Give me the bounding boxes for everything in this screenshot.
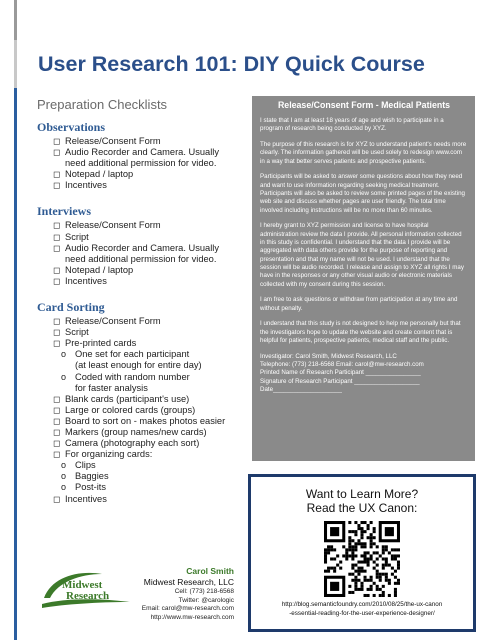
- checkbox-icon: ◻: [53, 231, 61, 242]
- checkbox-icon: ◻: [53, 316, 61, 327]
- read-canon-heading: Read the UX Canon:: [306, 501, 418, 515]
- card-sorting-list: [37, 316, 242, 505]
- sub-list-item: o One set for each participant: [61, 349, 190, 360]
- signature-line: Signature of Research Participant ___________________: [260, 377, 420, 385]
- list-item: ◻ Markers (group names/new cards): [53, 426, 207, 437]
- checkbox-icon: ◻: [53, 327, 61, 338]
- investigator-block: [260, 353, 468, 394]
- checkbox-icon: ◻: [53, 426, 61, 437]
- interviews-heading: Interviews: [37, 204, 91, 219]
- consent-paragraph: I state that I am at least 18 years of age and wish to participate in a program of research being conducted by XYZ.: [260, 117, 444, 133]
- sub-list-item-continued: for faster analysis: [75, 382, 148, 393]
- logo-word-1: Midwest: [62, 579, 103, 591]
- list-item: ◻ Incentives: [53, 493, 107, 504]
- sub-list-item: o Post-its: [61, 482, 106, 493]
- observations-heading: Observations: [37, 120, 106, 134]
- consent-form-title: Release/Consent Form - Medical Patients: [277, 100, 451, 110]
- contact-web[interactable]: http://www.mw-research.com: [150, 613, 234, 621]
- consent-paragraph: I am free to ask questions or withdraw from participation at any time and without penalty.: [260, 296, 458, 312]
- list-item: ◻ Script: [53, 327, 89, 338]
- list-item-continued: need additional permission for video.: [65, 158, 217, 169]
- consent-form-panel: [252, 96, 475, 461]
- organizing-sublist: [37, 460, 242, 493]
- bullet-icon: o: [61, 371, 67, 382]
- bullet-icon: o: [61, 460, 67, 471]
- contact-org: Midwest Research, LLC: [143, 577, 234, 587]
- contact-block: [128, 566, 234, 622]
- bullet-icon: o: [61, 471, 67, 482]
- left-accent-bar: [14, 88, 17, 640]
- list-item: ◻ Incentives: [53, 180, 107, 191]
- preparation-checklists-heading: Preparation Checklists: [37, 97, 168, 112]
- list-item: ◻ Camera (photography each sort): [53, 438, 200, 449]
- canon-url-line-1: http://blog.semanticfoundry.com/2010/08/25/the-ux-canon: [281, 601, 443, 608]
- contact-cell: Cell: (773) 218-6568: [174, 588, 234, 595]
- ux-canon-box: [248, 474, 476, 632]
- sub-list-item: o Clips: [61, 460, 96, 471]
- checklists-column: [37, 97, 242, 518]
- canon-url-line-2: -essential-reading-for-the-user-experience-designer/: [289, 609, 435, 617]
- list-item: ◻ Script: [53, 231, 89, 242]
- contact-name: Carol Smith: [186, 566, 234, 576]
- bullet-icon: o: [61, 482, 67, 493]
- list-item: ◻ Audio Recorder and Camera. Usually: [53, 147, 219, 158]
- date-line: Date____________________: [260, 386, 342, 394]
- printed-name-line: Printed Name of Research Participant ________________: [260, 369, 421, 377]
- list-item: ◻ Incentives: [53, 275, 107, 286]
- list-item: ◻ Notepad / laptop: [53, 169, 134, 180]
- list-item: ◻ Release/Consent Form: [53, 316, 161, 327]
- checkbox-icon: ◻: [53, 404, 61, 415]
- checkbox-icon: ◻: [53, 264, 61, 275]
- bullet-icon: o: [61, 349, 67, 360]
- investigator-line: Investigator: Carol Smith, Midwest Research, LLC: [260, 352, 397, 360]
- learn-more-heading: Want to Learn More?: [305, 487, 419, 501]
- consent-paragraph: The purpose of this research is for XYZ to understand patient's needs more clearly. The information gathered will be used solely to redesign www.com in a way that better serves patients and prospective patients.: [260, 141, 467, 165]
- checkbox-icon: ◻: [53, 338, 61, 349]
- checkbox-icon: ◻: [53, 169, 61, 180]
- list-item: ◻ Large or colored cards (groups): [53, 404, 196, 415]
- checkbox-icon: ◻: [53, 449, 61, 460]
- checkbox-icon: ◻: [53, 220, 61, 231]
- sub-list-item-continued: (at least enough for entire day): [75, 360, 202, 371]
- contact-twitter[interactable]: Twitter: @carologic: [178, 596, 234, 604]
- left-margin-rule-top: [14, 0, 17, 40]
- consent-paragraph: Participants will be asked to answer some questions about how they need and want to use information regarding seeking medical treatment. Participants will also be asked to review some printed pages of the existing web site and discuss whether pages are user friendly. The total time involved including instructions will be no more than 60 minutes.: [260, 173, 465, 214]
- checkbox-icon: ◻: [53, 438, 61, 449]
- logo-word-2: Research: [66, 590, 110, 602]
- list-item: ◻ Audio Recorder and Camera. Usually: [53, 242, 219, 253]
- observations-list: [37, 136, 242, 191]
- consent-paragraph: I hereby grant to XYZ permission and license to have hospital administration review the data I provide. All personal information collected in this study is confidential. I understand that the data I provide will be aggregated with data others provide for the purpose of reporting and presentation and that my name will not be used. I understand that the session will be audio recorded. I release and assign to XYZ all rights I may have in the responses or any other visual audio or electronic materials collected with my consent during this session.: [260, 222, 464, 288]
- checkbox-icon: ◻: [53, 180, 61, 191]
- organizing-sublist-wrap: [37, 460, 242, 493]
- list-item: ◻ For organizing cards:: [53, 449, 153, 460]
- sub-list-item: o Coded with random number: [61, 371, 190, 382]
- contact-email[interactable]: Email: carol@mw-research.com: [141, 605, 234, 613]
- qr-code-icon[interactable]: [324, 521, 400, 597]
- list-item: ◻ Release/Consent Form: [53, 220, 161, 231]
- midwest-research-logo: [40, 568, 132, 610]
- checkbox-icon: ◻: [53, 147, 61, 158]
- list-item: ◻ Blank cards (participant's use): [53, 393, 190, 404]
- telephone-line: Telephone: (773) 218-6568 Email: carol@mw-research.com: [260, 361, 424, 369]
- consent-paragraph: I understand that this study is not designed to help me personally but that the investigators hope to update the website and create content that is helpful for patients, prospective patients, medical staff and the public.: [260, 320, 461, 345]
- list-item: ◻ Board to sort on - makes photos easier: [53, 415, 226, 426]
- card-sorting-heading: Card Sorting: [37, 300, 105, 315]
- pre-printed-sublist: [37, 349, 242, 393]
- page-title: User Research 101: DIY Quick Course: [38, 52, 425, 76]
- checkbox-icon: ◻: [53, 275, 61, 286]
- list-item-continued: need additional permission for video.: [65, 253, 217, 264]
- checkbox-icon: ◻: [53, 136, 61, 146]
- interviews-list: [37, 220, 242, 287]
- list-item: ◻ Notepad / laptop: [53, 264, 134, 275]
- canon-url[interactable]: [251, 601, 473, 618]
- list-item: ◻ Release/Consent Form: [53, 136, 161, 146]
- sub-list-item: o Baggies: [61, 471, 109, 482]
- pre-printed-sublist-wrap: [37, 349, 242, 393]
- list-item: ◻ Pre-printed cards: [53, 338, 137, 349]
- checkbox-icon: ◻: [53, 493, 61, 504]
- checkbox-icon: ◻: [53, 393, 61, 404]
- checkbox-icon: ◻: [53, 415, 61, 426]
- checkbox-icon: ◻: [53, 242, 61, 253]
